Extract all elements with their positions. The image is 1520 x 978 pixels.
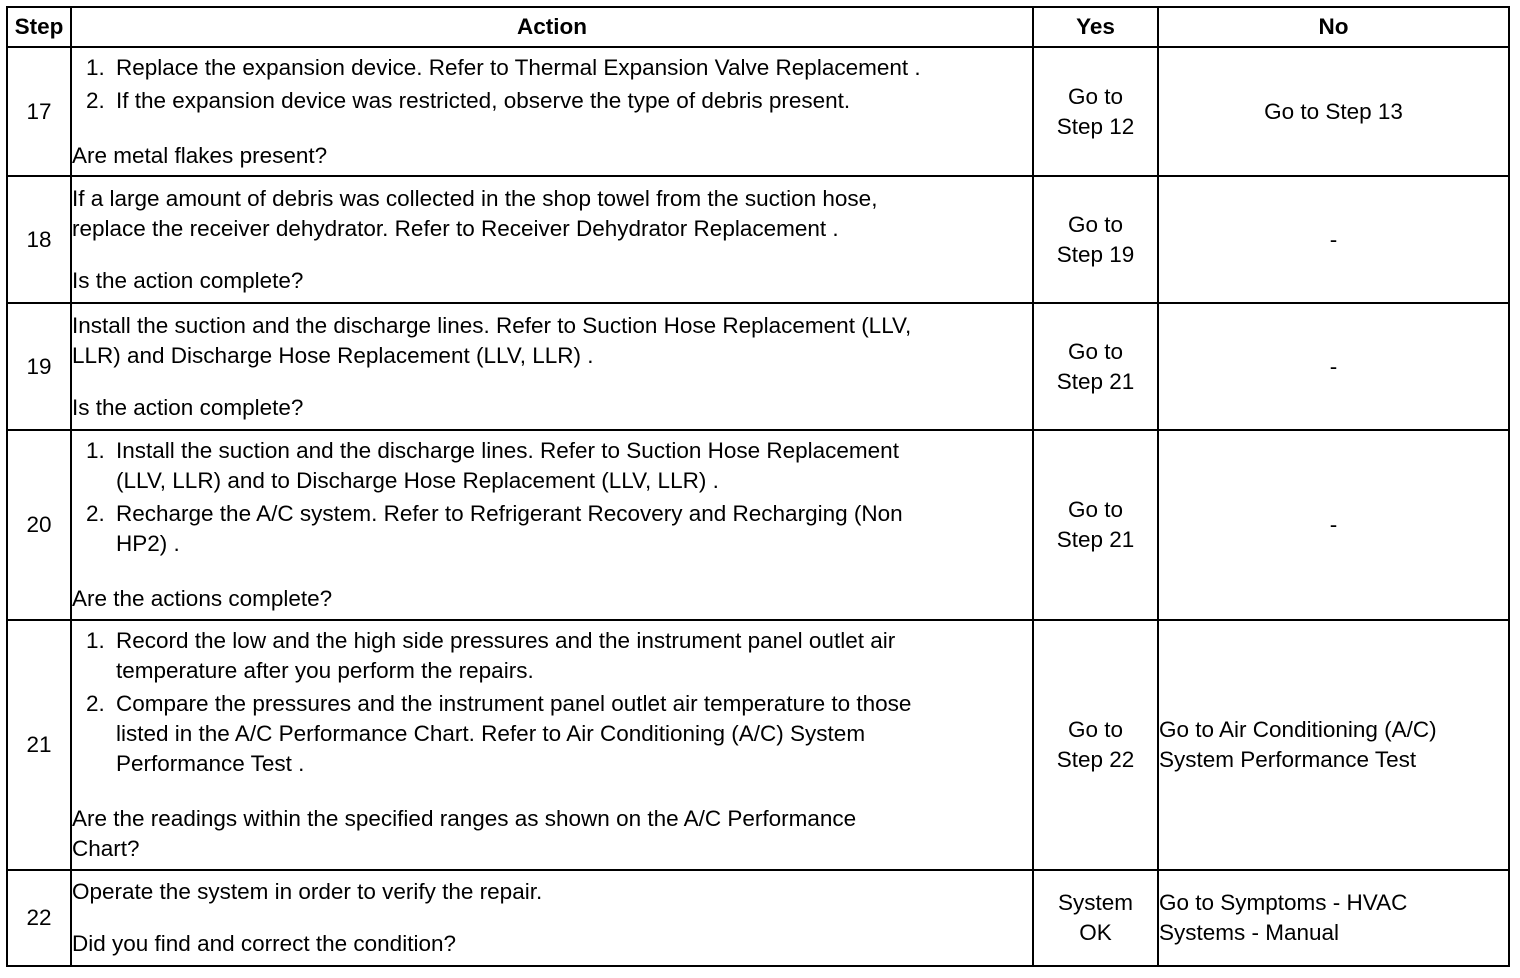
table-row: [7, 870, 1509, 966]
no-line: Go to Air Conditioning (A/C): [1159, 717, 1437, 742]
action-question: Are the actions complete?: [72, 586, 333, 611]
list-item-text: If the expansion device was restricted, observe the type of debris present.: [116, 87, 851, 113]
yes-cell: [1033, 430, 1158, 620]
header-no: No: [1158, 7, 1509, 47]
no-cell: -: [1158, 430, 1509, 620]
action-text: Operate the system in order to verify the repair.: [72, 879, 543, 904]
step-number: 17: [7, 47, 71, 176]
action-text: Install the suction and the discharge lines. Refer to Suction Hose Replacement (LLV,: [72, 312, 912, 338]
action-cell: [71, 620, 1033, 870]
list-item-text: (LLV, LLR) and to Discharge Hose Replacement (LLV, LLR) .: [116, 468, 719, 493]
header-step: Step: [7, 7, 71, 47]
list-item: 1. Install the suction and the discharge lines. Refer to Suction Hose Replacement (LLV, LLR) and to Discharge Hose Replacement (LLV, LLR) .: [86, 438, 899, 493]
no-cell: -: [1158, 303, 1509, 430]
table-row: [7, 430, 1509, 620]
list-item-text: listed in the A/C Performance Chart. Refer to Air Conditioning (A/C) System: [116, 721, 866, 746]
yes-cell: [1033, 620, 1158, 870]
no-cell: Go to Step 13: [1158, 47, 1509, 176]
yes-cell: [1033, 47, 1158, 176]
list-item-text: Compare the pressures and the instrument panel outlet air temperature to those: [116, 691, 912, 716]
action-cell: [71, 430, 1033, 620]
yes-line: OK: [1079, 920, 1112, 945]
list-item-text: Performance Test .: [116, 751, 305, 776]
list-item: 1. Record the low and the high side pressures and the instrument panel outlet air temperature after you perform the repairs.: [86, 628, 896, 683]
list-item-text: Recharge the A/C system. Refer to Refrigerant Recovery and Recharging (Non: [116, 501, 903, 526]
list-item: 2. Compare the pressures and the instrument panel outlet air temperature to those listed in the A/C Performance Chart. Refer to Air Conditioning (A/C) System Performance Test .: [86, 691, 912, 776]
table-row: [7, 176, 1509, 303]
yes-line: Step 19: [1056, 241, 1135, 267]
table-row: [7, 47, 1509, 176]
step-number: 19: [7, 303, 71, 430]
no-cell: [1158, 870, 1509, 966]
action-question: Is the action complete?: [72, 394, 304, 420]
header-yes: Yes: [1033, 7, 1158, 47]
list-item-text: Install the suction and the discharge lines. Refer to Suction Hose Replacement: [116, 438, 899, 463]
yes-line: Step 21: [1056, 368, 1135, 394]
no-line: System Performance Test: [1159, 747, 1417, 772]
action-list: [72, 53, 1032, 116]
action-question: Is the action complete?: [72, 267, 304, 293]
yes-cell: [1033, 176, 1158, 303]
header-row: [7, 7, 1509, 47]
action-question: Are the readings within the specified ranges as shown on the A/C Performance: [72, 806, 857, 831]
diagnostic-table: [6, 6, 1510, 967]
yes-cell: [1033, 870, 1158, 966]
yes-line: Step 12: [1056, 113, 1135, 139]
yes-line: Step 22: [1056, 747, 1135, 772]
table-row: [7, 303, 1509, 430]
no-line: Systems - Manual: [1159, 920, 1340, 945]
action-list: [72, 436, 1032, 559]
table-row: [7, 620, 1509, 870]
action-text: LLR) and Discharge Hose Replacement (LLV, LLR) .: [72, 342, 594, 368]
step-number: 21: [7, 620, 71, 870]
step-number: 20: [7, 430, 71, 620]
action-question: Chart?: [72, 836, 140, 861]
no-line: Go to Symptoms - HVAC: [1159, 890, 1408, 915]
yes-line: Go to: [1067, 83, 1124, 109]
step-number: 18: [7, 176, 71, 303]
list-item: 2. If the expansion device was restricted, observe the type of debris present.: [86, 87, 851, 113]
action-cell: [71, 303, 1033, 430]
list-item-text: temperature after you perform the repairs.: [116, 658, 534, 683]
action-list: [72, 626, 1032, 779]
yes-cell: [1033, 303, 1158, 430]
list-item-text: HP2) .: [116, 531, 180, 556]
action-question: Are metal flakes present?: [72, 142, 328, 168]
step-number: 22: [7, 870, 71, 966]
yes-line: Go to: [1067, 211, 1124, 237]
header-action: Action: [71, 7, 1033, 47]
list-item: 1. Replace the expansion device. Refer to Thermal Expansion Valve Replacement .: [86, 54, 921, 80]
yes-line: Go to: [1067, 497, 1124, 522]
action-question: Did you find and correct the condition?: [72, 931, 456, 956]
list-item: 2. Recharge the A/C system. Refer to Refrigerant Recovery and Recharging (Non HP2) .: [86, 501, 903, 556]
action-cell: [71, 870, 1033, 966]
action-text: If a large amount of debris was collected in the shop towel from the suction hose,: [72, 185, 878, 211]
no-cell: [1158, 620, 1509, 870]
yes-line: System: [1057, 890, 1133, 915]
yes-line: Go to: [1067, 717, 1124, 742]
list-item-text: Record the low and the high side pressures and the instrument panel outlet air: [116, 628, 896, 653]
yes-line: Step 21: [1056, 527, 1135, 552]
yes-line: Go to: [1067, 338, 1124, 364]
action-text: replace the receiver dehydrator. Refer to Receiver Dehydrator Replacement .: [72, 215, 839, 241]
no-cell: -: [1158, 176, 1509, 303]
list-item-text: Replace the expansion device. Refer to Thermal Expansion Valve Replacement .: [116, 54, 921, 80]
action-cell: [71, 47, 1033, 176]
action-cell: [71, 176, 1033, 303]
